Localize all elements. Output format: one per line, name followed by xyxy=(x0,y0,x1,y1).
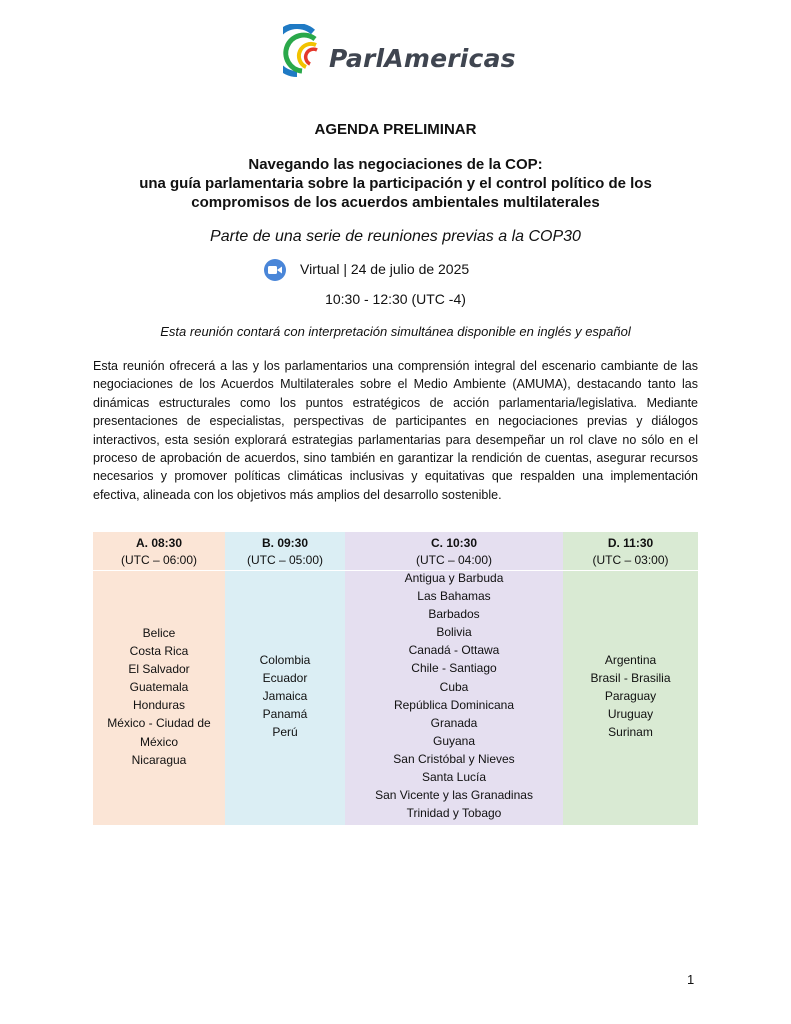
logo-text: ParlAmericas xyxy=(329,44,516,73)
country: Guatemala xyxy=(129,680,189,695)
divider xyxy=(93,570,225,571)
country: Guyana xyxy=(432,733,476,748)
time-slot: B. 09:30 xyxy=(261,536,309,550)
schedule-table xyxy=(93,532,698,825)
video-camera-icon xyxy=(264,259,286,281)
agenda-title: AGENDA PRELIMINAR xyxy=(314,121,477,138)
meeting-time: 10:30 - 12:30 (UTC -4) xyxy=(325,291,466,307)
schedule-column-a xyxy=(93,532,225,825)
utc-offset: (UTC – 06:00) xyxy=(120,553,198,567)
country: Jamaica xyxy=(262,689,308,704)
interpretation-note: Esta reunión contará con interpretación simultánea disponible en inglés y español xyxy=(160,324,631,339)
series-note: Parte de una serie de reuniones previas a la COP30 xyxy=(210,228,581,245)
subtitle xyxy=(100,155,691,212)
country: Uruguay xyxy=(607,707,654,722)
country-list xyxy=(95,624,223,769)
country: Belice xyxy=(142,626,176,640)
column-header xyxy=(563,535,698,569)
subtitle-line: Navegando las negociaciones de la COP: xyxy=(248,156,543,173)
country: Bolivia xyxy=(436,625,472,640)
country: Paraguay xyxy=(604,689,657,704)
country: México xyxy=(139,734,178,749)
utc-offset: (UTC – 04:00) xyxy=(415,553,493,567)
utc-offset: (UTC – 03:00) xyxy=(592,553,669,567)
time-slot: C. 10:30 xyxy=(430,536,478,550)
country: Trinidad y Tobago xyxy=(406,806,502,821)
country: Nicaragua xyxy=(131,752,187,767)
country: México - Ciudad de xyxy=(107,716,211,731)
country: Cuba xyxy=(439,679,469,694)
schedule-column-d xyxy=(563,532,698,825)
country: Antigua y Barbuda xyxy=(404,571,504,585)
country: Panamá xyxy=(262,707,308,722)
country: Granada xyxy=(430,715,478,730)
country: San Cristóbal y Nieves xyxy=(393,751,515,766)
parlamericas-logo xyxy=(283,24,523,86)
utc-offset: (UTC – 05:00) xyxy=(246,553,324,567)
subtitle-line: una guía parlamentaria sobre la participación y el control político de los xyxy=(139,175,652,192)
country: El Salvador xyxy=(128,662,190,677)
country: Barbados xyxy=(428,607,480,622)
country: Santa Lucía xyxy=(421,770,487,785)
country: Costa Rica xyxy=(129,644,189,659)
description-paragraph: Esta reunión ofrecerá a las y los parlamentarios una comprensión integral del escenario cambiante de las negociaciones de los Acuerdos Multilaterales sobre el Medio Ambiente (AMUMA), destacando tanto las dinámicas estructurales como los puntos estratégicos de acción parlamentaria/legislativa. Mediante presentaciones de especialistas, perspectivas de participantes en negociaciones previas y diálogos interactivos, esta sesión explorará estrategias parlamentarias para desempeñar un rol clave no sólo en el proceso de aprobación de acuerdos, sino también en garantizar la rendición de cuentas, asegurar recursos necesarios y promover políticas climáticas inclusivas y equitativas que respalden una implementación efectiva, alineada con los objetivos más amplios del desarrollo sostenible. xyxy=(93,359,698,502)
time-slot: A. 08:30 xyxy=(135,536,183,550)
country: Honduras xyxy=(132,698,186,713)
divider xyxy=(563,570,698,571)
country: Argentina xyxy=(604,653,657,667)
country: Las Bahamas xyxy=(417,589,491,604)
country: Colombia xyxy=(259,653,311,667)
country-list xyxy=(347,569,561,822)
column-header xyxy=(93,535,225,569)
country-list xyxy=(227,651,343,741)
country: Brasil - Brasilia xyxy=(590,671,671,686)
virtual-date: Virtual | 24 de julio de 2025 xyxy=(300,261,470,277)
country: Chile - Santiago xyxy=(411,661,497,676)
country: Perú xyxy=(272,725,298,740)
schedule-column-b xyxy=(225,532,345,825)
country: San Vicente y las Granadinas xyxy=(375,788,533,803)
divider xyxy=(225,570,345,571)
subtitle-line: compromisos de los acuerdos ambientales multilaterales xyxy=(191,194,600,211)
country-list xyxy=(565,651,696,741)
country: República Dominicana xyxy=(393,697,515,712)
page-number: 1 xyxy=(687,972,695,987)
country: Ecuador xyxy=(262,671,308,686)
column-header xyxy=(345,535,563,569)
schedule-column-c xyxy=(345,532,563,825)
time-slot: D. 11:30 xyxy=(607,536,654,550)
country: Surinam xyxy=(608,725,653,740)
column-header xyxy=(225,535,345,569)
country: Canadá - Ottawa xyxy=(408,643,500,658)
